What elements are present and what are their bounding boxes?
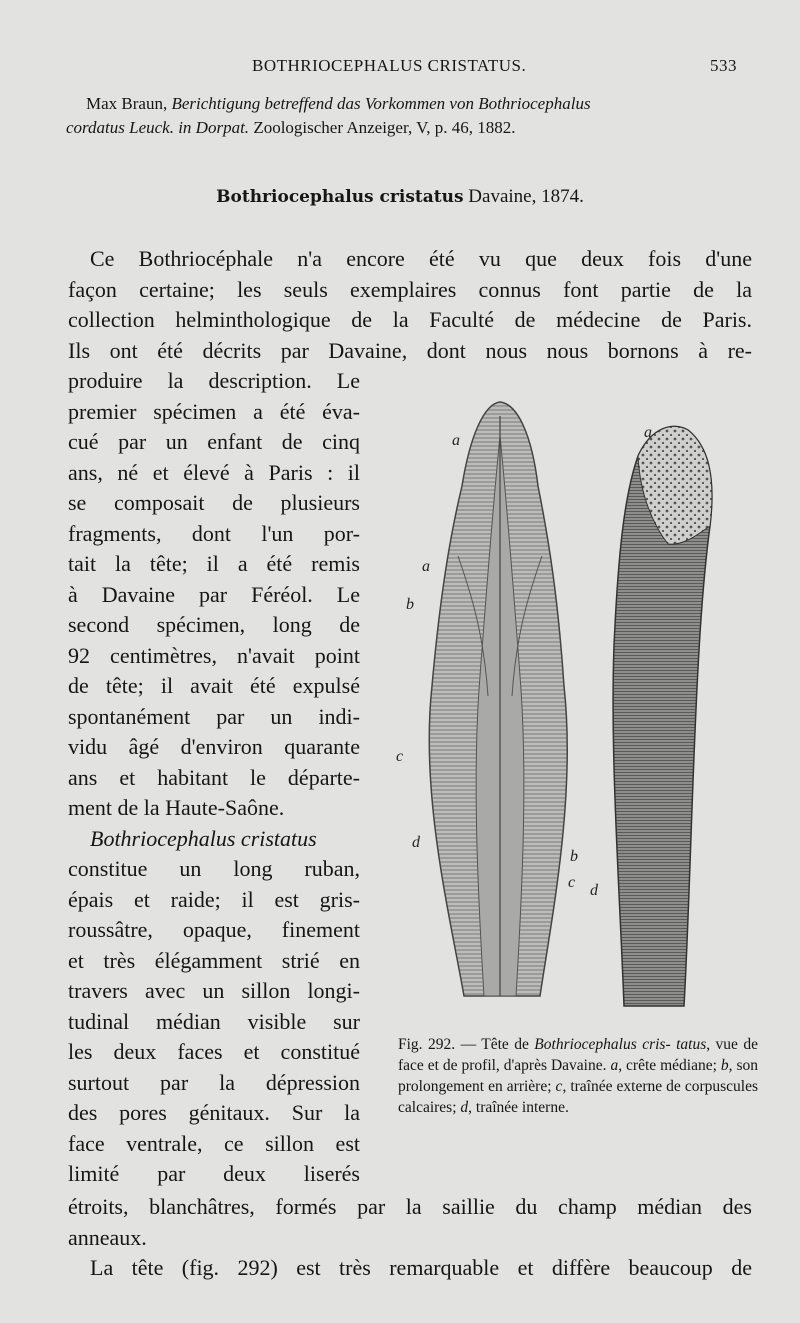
caption-key-d: d — [460, 1099, 469, 1116]
text-line: second spécimen, long de — [68, 612, 360, 637]
text-line: spontanément par un indi- — [68, 703, 360, 729]
figure-label-c: c — [568, 874, 576, 891]
text-line: La tête (fig. 292) est très remarquable et diffère beaucoup de — [90, 1255, 752, 1280]
text-line-italic — [68, 824, 360, 855]
text-line: fragments, dont l'un por- — [68, 520, 360, 546]
text-line: cué par un enfant de cinq — [68, 429, 360, 454]
figure-label-a: a — [644, 424, 652, 441]
caption-text: , crête médiane; — [618, 1057, 721, 1074]
text-line: vidu âgé d'environ quarante — [68, 734, 360, 759]
text-line: travers avec un sillon longi- — [68, 978, 360, 1003]
text-line: roussâtre, opaque, finement — [68, 917, 360, 942]
text-line: Ce Bothriocéphale n'a encore été vu que deux fois d'une — [90, 246, 752, 271]
figure-label-a: a — [422, 558, 430, 575]
text-line: des pores génitaux. Sur la — [68, 1100, 360, 1125]
section-heading — [0, 186, 800, 208]
text-line: et très élégamment strié en — [68, 947, 360, 973]
caption-species: Bothriocephalus cris- — [534, 1036, 671, 1053]
text-line: façon certaine; les seuls exemplaires connus font partie de la — [68, 276, 752, 302]
text-line: de tête; il avait été expulsé — [68, 673, 360, 698]
text-line: épais et raide; il est gris- — [68, 886, 360, 912]
text-line: premier spécimen a été éva- — [68, 398, 360, 424]
text-line: ans et habitant le départe- — [68, 764, 360, 790]
caption-text: , traînée interne. — [468, 1099, 569, 1116]
figure-label-d: d — [412, 834, 420, 851]
section-author-year: Davaine, 1874. — [463, 186, 584, 207]
text-line: Ils ont été décrits par Davaine, dont nous nous bornons à re- — [68, 337, 752, 363]
text-line: anneaux. — [68, 1224, 147, 1250]
figure-caption — [398, 1034, 758, 1118]
page-number: 533 — [710, 56, 737, 75]
text-line: constitue un long ruban, — [68, 856, 360, 881]
head-front-view — [429, 402, 567, 996]
column-text — [68, 366, 360, 1190]
running-title: BOTHRIOCEPHALUS CRISTATUS. — [252, 56, 527, 75]
figure-illustration — [392, 396, 772, 1026]
caption-key-a: a — [610, 1057, 619, 1074]
text-line: limité par deux liserés — [68, 1161, 360, 1186]
text-line: à Davaine par Féréol. Le — [68, 581, 360, 607]
head-profile-view — [613, 426, 712, 1006]
figure-label-b: b — [570, 848, 578, 865]
figure-label-b: b — [406, 596, 414, 613]
section-species-name: Bothriocephalus cristatus — [216, 187, 464, 207]
text-line: étroits, blanchâtres, formés par la saillie du champ médian des — [68, 1194, 752, 1219]
text-line: ans, né et élevé à Paris : il — [68, 459, 360, 485]
text-line: les deux faces et constitué — [68, 1039, 360, 1064]
caption-text: , son prolongement en arrière; — [398, 1057, 758, 1095]
reference-journal: Zoologischer Anzeiger, V, p. 46, 1882. — [249, 118, 516, 137]
caption-key-c: c — [555, 1078, 563, 1095]
text-line: se composait de plusieurs — [68, 490, 360, 515]
running-head — [0, 56, 800, 80]
italic-species-name: Bothriocephalus cristatus — [90, 825, 317, 851]
text-line: tudinal médian visible sur — [68, 1008, 360, 1034]
text-line: collection helminthologique de la Faculté de médecine de Paris. — [68, 307, 752, 332]
figure-292 — [392, 396, 772, 1026]
reference-title: Berichtigung betreffend das Vorkommen von Bothriocephalus — [171, 94, 591, 113]
text-line: ment de la Haute-Saône. — [68, 795, 285, 820]
continuing-text — [68, 1192, 752, 1284]
reference-title-cont: cordatus Leuck. in Dorpat. — [66, 118, 250, 137]
text-line: face ventrale, ce sillon est — [68, 1130, 360, 1156]
bibliographic-reference — [66, 92, 756, 140]
caption-prefix: Fig. 292. — Tête de — [398, 1036, 535, 1053]
reference-author: Max Braun, — [86, 94, 172, 113]
text-line: tait la tête; il a été remis — [68, 551, 360, 576]
caption-text: , vue de face et de profil, d'après Davaine. — [398, 1036, 759, 1074]
figure-label-d: d — [590, 882, 598, 899]
caption-text: , traînée externe de corpuscules calcaires; — [398, 1078, 758, 1116]
text-line: surtout par la dépression — [68, 1069, 360, 1095]
figure-label-c: c — [396, 748, 404, 765]
caption-species-cont: tatus — [676, 1036, 707, 1053]
text-line: produire la description. Le — [68, 368, 360, 393]
figure-label-a: a — [452, 432, 460, 449]
caption-key-b: b — [720, 1057, 729, 1074]
paragraph-intro — [68, 244, 752, 366]
text-line: 92 centimètres, n'avait point — [68, 642, 360, 668]
